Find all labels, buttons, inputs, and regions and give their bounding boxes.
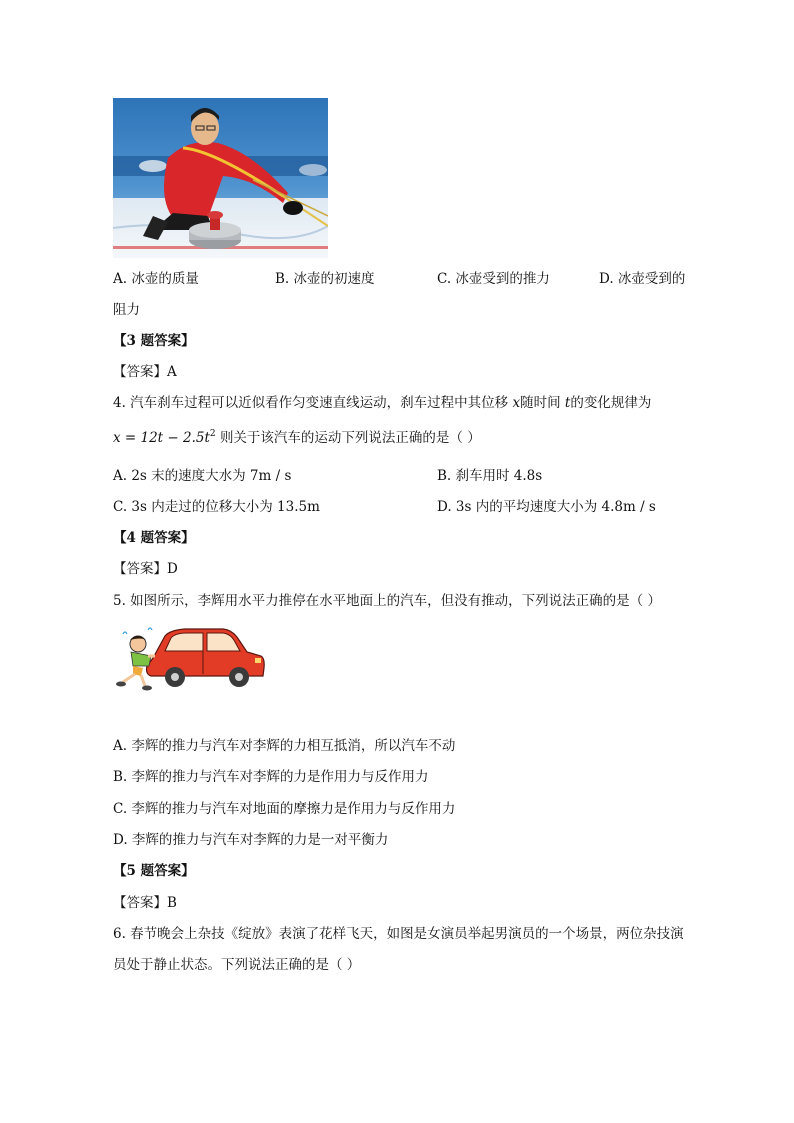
q3-option-c: C. 冰壶受到的推力 xyxy=(437,271,550,287)
q4-option-a: A. 2s 末的速度大水为 7m / s xyxy=(113,468,292,484)
q4-answer: 【答案】D xyxy=(113,561,178,577)
q6-stem-line1: 6. 春节晚会上杂技《绽放》表演了花样飞天，如图是女演员举起男演员的一个场景，两位杂技演 xyxy=(113,926,684,942)
q4-stem-line2 xyxy=(113,428,481,448)
curling-photo xyxy=(113,98,328,258)
q5-option-c: C. 李辉的推力与汽车对地面的摩擦力是作用力与反作用力 xyxy=(113,801,456,817)
q4-option-d: D. 3s 内的平均速度大小为 4.8m / s xyxy=(437,499,656,515)
boy-pushing-car-illustration xyxy=(115,622,265,694)
q3-option-d: D. 冰壶受到的 xyxy=(599,271,686,287)
q5-option-d: D. 李辉的推力与汽车对李辉的力是一对平衡力 xyxy=(113,832,389,848)
q4-stem-line1 xyxy=(113,393,651,413)
q4-stem-mid: 随时间 xyxy=(520,395,561,411)
q4-var-x: x xyxy=(512,395,521,411)
q4-var-t: t xyxy=(564,395,571,411)
q5-option-a: A. 李辉的推力与汽车对李辉的力相互抵消，所以汽车不动 xyxy=(113,738,456,754)
q4-option-b: B. 刹车用时 4.8s xyxy=(437,468,543,484)
q3-answer-header: 【3 题答案】 xyxy=(113,333,195,349)
q3-option-a: A. 冰壶的质量 xyxy=(113,271,199,287)
q5-option-b: B. 李辉的推力与汽车对李辉的力是作用力与反作用力 xyxy=(113,769,429,785)
q4-equation: x = 12t − 2.5t xyxy=(113,430,210,446)
q3-answer: 【答案】A xyxy=(113,364,177,380)
q4-stem-text: 4. 汽车刹车过程可以近似看作匀变速直线运动，刹车过程中其位移 xyxy=(113,395,509,411)
q4-equation-exponent: 2 xyxy=(209,429,216,439)
q3-option-b: B. 冰壶的初速度 xyxy=(275,271,375,287)
q5-answer: 【答案】B xyxy=(113,895,177,911)
q4-stem-question: 则关于该汽车的运动下列说法正确的是（ ） xyxy=(219,430,481,446)
q3-option-d-continued: 阻力 xyxy=(113,302,140,318)
q5-stem: 5. 如图所示，李辉用水平力推停在水平地面上的汽车，但没有推动，下列说法正确的是（ ） xyxy=(113,593,661,609)
q4-option-c: C. 3s 内走过的位移大小为 13.5m xyxy=(113,499,320,515)
q6-stem-line2: 员处于静止状态。下列说法正确的是（ ） xyxy=(113,957,361,973)
q4-answer-header: 【4 题答案】 xyxy=(113,530,195,546)
q4-stem-end: 的变化规律为 xyxy=(570,395,652,411)
q5-answer-header: 【5 题答案】 xyxy=(113,863,195,879)
